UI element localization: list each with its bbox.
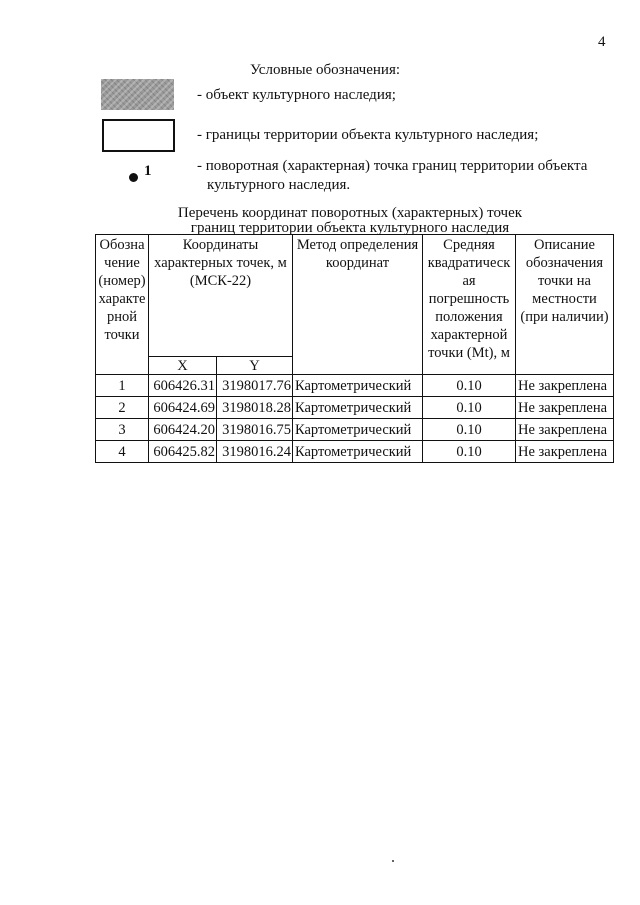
territory-boundary-swatch bbox=[102, 119, 175, 152]
header-y: Y bbox=[217, 357, 293, 375]
cell-description: Не закреплена bbox=[516, 397, 614, 419]
table-row bbox=[96, 375, 614, 397]
cell-method: Картометрический bbox=[293, 397, 423, 419]
legend-item-turning-point-line2: культурного наследия. bbox=[207, 177, 351, 193]
cell-id: 2 bbox=[96, 397, 149, 419]
cell-description: Не закреплена bbox=[516, 375, 614, 397]
cell-x: 606424.69 bbox=[149, 397, 217, 419]
header-x: X bbox=[149, 357, 217, 375]
point-dot-icon bbox=[129, 173, 138, 182]
header-error: Средняя квадратическ ая погрешность положения характерной точки (Mt), м bbox=[423, 235, 516, 375]
cell-x: 606425.82 bbox=[149, 441, 217, 463]
header-method: Метод определения координат bbox=[293, 235, 423, 375]
table-row bbox=[96, 397, 614, 419]
page-number: 4 bbox=[598, 34, 606, 50]
cell-id: 1 bbox=[96, 375, 149, 397]
heritage-object-swatch bbox=[101, 79, 174, 110]
point-marker-number: 1 bbox=[144, 163, 152, 179]
cell-id: 3 bbox=[96, 419, 149, 441]
cell-y: 3198017.76 bbox=[217, 375, 293, 397]
cell-description: Не закреплена bbox=[516, 441, 614, 463]
header-designation: Обозна чение (номер) характе рной точки bbox=[96, 235, 149, 375]
legend-item-turning-point-line1: - поворотная (характерная) точка границ территории объекта bbox=[197, 158, 588, 174]
cell-method: Картометрический bbox=[293, 419, 423, 441]
cell-error: 0.10 bbox=[423, 419, 516, 441]
table-row bbox=[96, 441, 614, 463]
cell-x: 606424.20 bbox=[149, 419, 217, 441]
cell-method: Картометрический bbox=[293, 375, 423, 397]
legend-item-turning-point bbox=[197, 157, 617, 195]
footer-speck bbox=[392, 860, 394, 862]
table-caption-line1: Перечень координат поворотных (характерных) точек bbox=[177, 205, 523, 221]
legend-item-territory-boundary: - границы территории объекта культурного наследия; bbox=[197, 127, 539, 143]
turning-point-marker bbox=[124, 164, 154, 186]
cell-method: Картометрический bbox=[293, 441, 423, 463]
table-caption bbox=[0, 206, 640, 236]
table-row bbox=[96, 419, 614, 441]
cell-id: 4 bbox=[96, 441, 149, 463]
legend-item-heritage-object: - объект культурного наследия; bbox=[197, 87, 396, 103]
cell-x: 606426.31 bbox=[149, 375, 217, 397]
cell-description: Не закреплена bbox=[516, 419, 614, 441]
cell-y: 3198016.75 bbox=[217, 419, 293, 441]
cell-error: 0.10 bbox=[423, 397, 516, 419]
table-caption-line2: границ территории объекта культурного наследия bbox=[190, 220, 510, 236]
cell-error: 0.10 bbox=[423, 441, 516, 463]
header-coordinates: Координаты характерных точек, м (МСК-22) bbox=[149, 235, 293, 357]
cell-error: 0.10 bbox=[423, 375, 516, 397]
cell-y: 3198018.28 bbox=[217, 397, 293, 419]
coordinates-table bbox=[95, 234, 614, 463]
legend-title: Условные обозначения: bbox=[249, 62, 401, 78]
header-description: Описание обозначения точки на местности (при наличии) bbox=[516, 235, 614, 375]
cell-y: 3198016.24 bbox=[217, 441, 293, 463]
